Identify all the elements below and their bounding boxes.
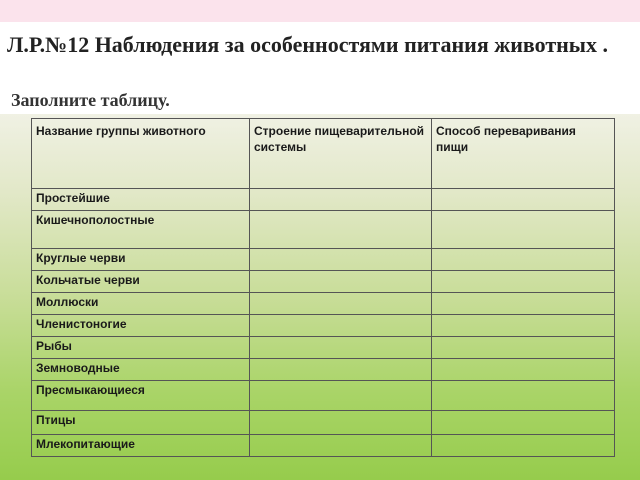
digestive-system-cell[interactable] bbox=[250, 271, 432, 293]
table-row bbox=[32, 211, 615, 249]
digestion-method-cell[interactable] bbox=[432, 249, 615, 271]
table-row bbox=[32, 337, 615, 359]
digestive-system-cell[interactable] bbox=[250, 315, 432, 337]
group-name-cell: Пресмыкающиеся bbox=[32, 381, 250, 411]
group-name-cell: Членистоногие bbox=[32, 315, 250, 337]
page-title: Л.Р.№12 Наблюдения за особенностями питания животных . bbox=[7, 32, 608, 57]
digestive-system-cell[interactable] bbox=[250, 189, 432, 211]
digestion-method-cell[interactable] bbox=[432, 435, 615, 457]
table-row bbox=[32, 381, 615, 411]
table-row bbox=[32, 411, 615, 435]
table-row bbox=[32, 271, 615, 293]
table-row bbox=[32, 249, 615, 271]
group-name-cell: Птицы bbox=[32, 411, 250, 435]
digestion-method-cell[interactable] bbox=[432, 337, 615, 359]
group-name-cell: Млекопитающие bbox=[32, 435, 250, 457]
table-row bbox=[32, 189, 615, 211]
digestion-method-cell[interactable] bbox=[432, 411, 615, 435]
group-name-cell: Кишечнополостные bbox=[32, 211, 250, 249]
digestive-system-cell[interactable] bbox=[250, 211, 432, 249]
group-name-cell: Круглые черви bbox=[32, 249, 250, 271]
group-name-cell: Кольчатые черви bbox=[32, 271, 250, 293]
group-name-cell: Моллюски bbox=[32, 293, 250, 315]
table-row bbox=[32, 359, 615, 381]
column-header-group: Название группы животного bbox=[32, 119, 250, 189]
observation-table bbox=[31, 118, 615, 457]
table-row bbox=[32, 315, 615, 337]
digestion-method-cell[interactable] bbox=[432, 359, 615, 381]
column-header-digestion-method: Способ переваривания пищи bbox=[432, 119, 615, 189]
digestion-method-cell[interactable] bbox=[432, 293, 615, 315]
table-row bbox=[32, 293, 615, 315]
group-name-cell: Рыбы bbox=[32, 337, 250, 359]
digestive-system-cell[interactable] bbox=[250, 359, 432, 381]
table-row bbox=[32, 435, 615, 457]
column-header-digestive-system: Строение пищеварительной системы bbox=[250, 119, 432, 189]
instruction-text: Заполните таблицу. bbox=[11, 90, 170, 110]
digestive-system-cell[interactable] bbox=[250, 411, 432, 435]
digestive-system-cell[interactable] bbox=[250, 435, 432, 457]
digestive-system-cell[interactable] bbox=[250, 249, 432, 271]
digestion-method-cell[interactable] bbox=[432, 211, 615, 249]
digestion-method-cell[interactable] bbox=[432, 271, 615, 293]
digestive-system-cell[interactable] bbox=[250, 293, 432, 315]
digestive-system-cell[interactable] bbox=[250, 381, 432, 411]
group-name-cell: Земноводные bbox=[32, 359, 250, 381]
digestion-method-cell[interactable] bbox=[432, 381, 615, 411]
top-band bbox=[0, 0, 640, 22]
digestion-method-cell[interactable] bbox=[432, 315, 615, 337]
digestion-method-cell[interactable] bbox=[432, 189, 615, 211]
group-name-cell: Простейшие bbox=[32, 189, 250, 211]
digestive-system-cell[interactable] bbox=[250, 337, 432, 359]
table-header-row bbox=[32, 119, 615, 189]
